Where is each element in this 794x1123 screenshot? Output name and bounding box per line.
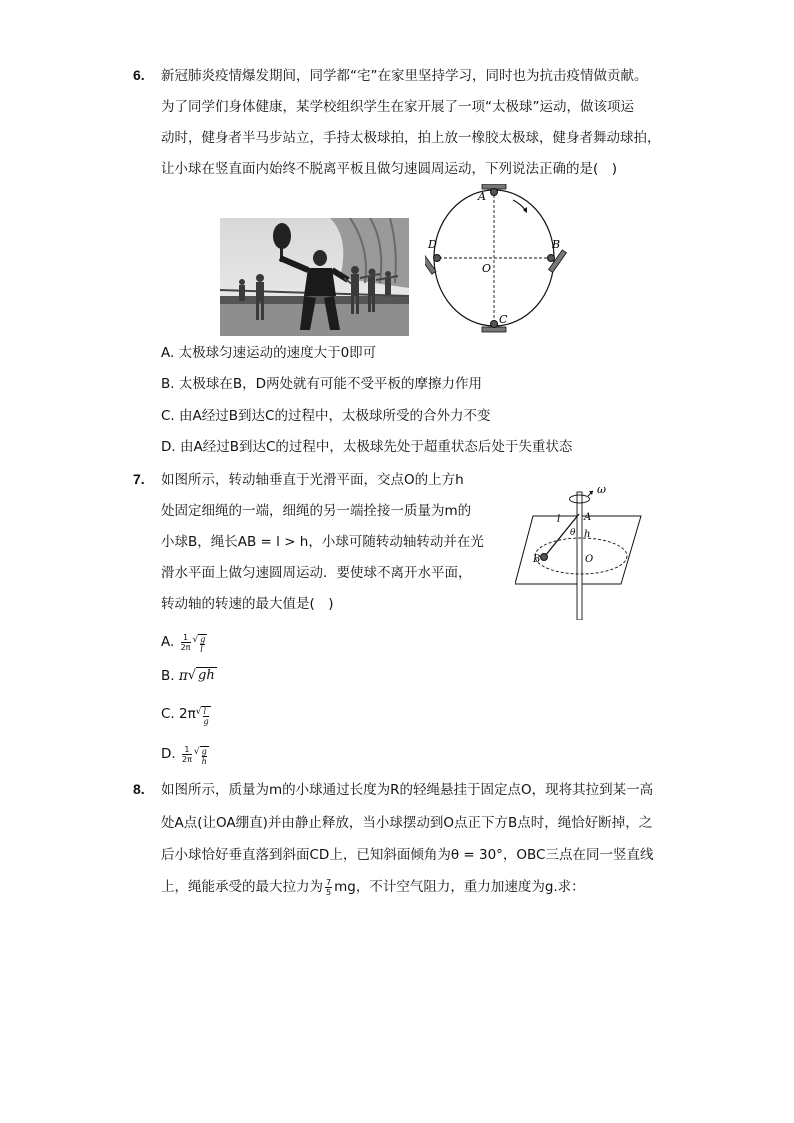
option-a: A. $\frac{1}{2\pi}$ √ $\frac{g}{l}$: [161, 632, 206, 654]
option-c: C. 2π√ $\frac{l}{g}$: [161, 706, 209, 726]
question-text-line: 转动轴的转速的最大值是( ): [161, 596, 334, 612]
label-o: O: [482, 262, 492, 275]
question-8: [133, 780, 663, 910]
option-d: D. $\frac{1}{2\pi}$ √ $\frac{g}{h}$: [161, 744, 207, 766]
question-text-line: 滑水平面上做匀速圆周运动．要使球不离开水平面，: [161, 565, 472, 581]
rotating-axis-diagram: [515, 482, 645, 620]
option-a: A. 太极球匀速运动的速度大于0即可: [161, 345, 377, 361]
label-b: B: [533, 554, 541, 565]
taiji-photo: [220, 218, 409, 336]
question-text-line: 后小球恰好垂直落到斜面CD上，已知斜面倾角为θ = 30°，OBC三点在同一竖直线: [161, 847, 654, 863]
label-omega: ω: [597, 483, 606, 496]
option-d: D. 由A经过B到达C的过程中，太极球先处于超重状态后处于失重状态: [161, 439, 573, 455]
label-a: A: [478, 190, 486, 203]
label-b: B: [552, 238, 561, 251]
question-number: 7.: [133, 471, 145, 487]
question-text-line: 处A点(让OA绷直)并由静止释放，当小球摆动到O点正下方B点时，绳恰好断掉，之: [161, 815, 653, 831]
label-theta: θ: [570, 528, 576, 538]
question-text-line: 让小球在竖直面内始终不脱离平板且做匀速圆周运动，下列说法正确的是( ): [161, 161, 618, 177]
question-text-line: 为了同学们身体健康，某学校组织学生在家开展了一项“太极球”运动，做该项运: [161, 99, 634, 115]
question-text-line: 如图所示，转动轴垂直于光滑平面，交点O的上方h: [161, 472, 464, 488]
question-text-line-with-fraction: 上，绳能承受的最大拉力为 $\frac{7}{5}$ mg，不计空气阻力，重力加速度为g.求：: [161, 877, 585, 897]
question-number: 8.: [133, 781, 145, 797]
question-6: [133, 66, 663, 466]
question-text-line: 处固定细绳的一端，细绳的另一端拴接一质量为m的: [161, 503, 472, 519]
label-c: C: [499, 313, 508, 326]
option-b: B. π√ gh: [161, 668, 215, 684]
label-d: D: [428, 238, 437, 251]
option-c: C. 由A经过B到达C的过程中，太极球所受的合外力不变: [161, 408, 491, 424]
label-a: A: [584, 512, 592, 523]
label-o: O: [585, 554, 594, 565]
question-text-line: 小球B，绳长AB = l > h，小球可随转动轴转动并在光: [161, 534, 484, 550]
label-h: h: [584, 529, 591, 540]
question-number: 6.: [133, 67, 145, 83]
option-b: B. 太极球在B，D两处就有可能不受平板的摩擦力作用: [161, 376, 483, 392]
question-text-line: 如图所示，质量为m的小球通过长度为R的轻绳悬挂于固定点O，现将其拉到某一高: [161, 782, 654, 798]
circular-motion-diagram: [425, 184, 585, 334]
question-text-line: 新冠肺炎疫情爆发期间，同学都“宅”在家里坚持学习，同时也为抗击疫情做贡献。: [161, 68, 648, 84]
question-7: [133, 470, 663, 770]
label-l: l: [557, 514, 561, 525]
question-text-line: 动时，健身者半马步站立，手持太极球拍，拍上放一橡胶太极球，健身者舞动球拍，: [161, 130, 661, 146]
